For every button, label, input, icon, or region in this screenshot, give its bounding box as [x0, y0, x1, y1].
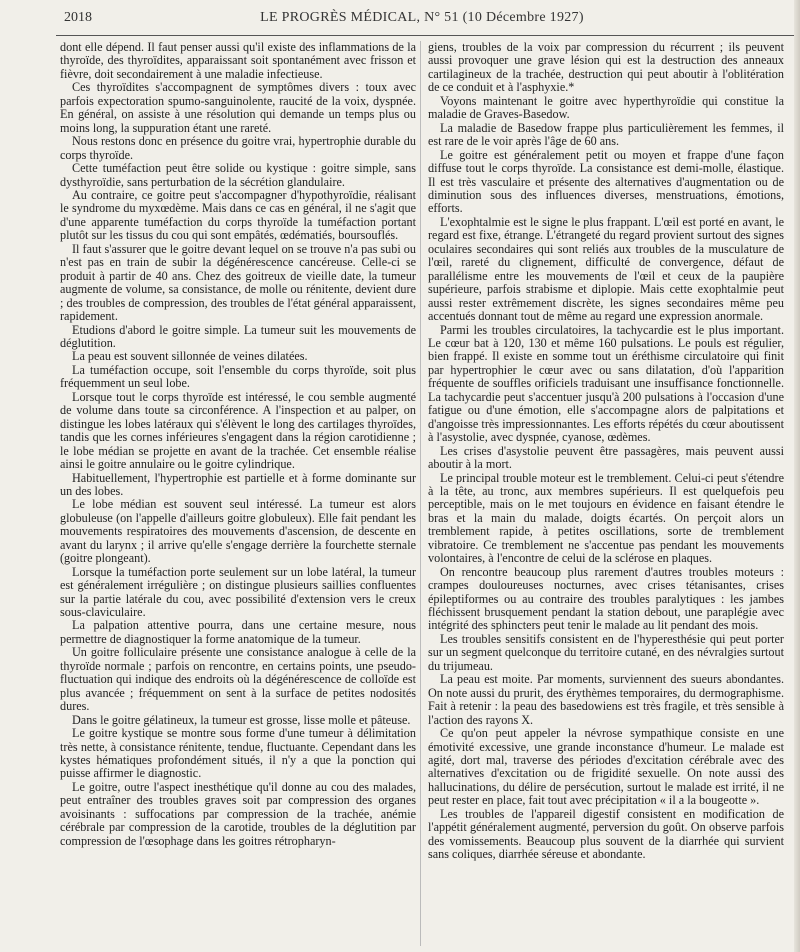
paragraph: Au contraire, ce goitre peut s'accompagner d'hypothyroïdie, réalisant le syndrome du myxœdème. Mais dans ce cas en général, il ne s'agit que d'une apparente tuméfaction du corps thyroïde la tuméfaction portant plutôt sur les tissus du cou qui sont empâtés, œdématiés, boursouflés. — [60, 187, 416, 243]
paragraph: Un goitre folliculaire présente une consistance analogue à celle de la thyroïde normale ; parfois on rencontre, en certains points, une pseudo-fluctuation qui indique des endroits où la dégénérescence de colloïde est plus avancée ; fréquemment on sent à la surface de petites nodosités dures. — [60, 645, 416, 714]
paragraph: Les troubles de l'appareil digestif consistent en modification de l'appétit généralement augmenté, perversion du goût. On observe parfois des vomissements. Beaucoup plus souvent de la diarrhée qui survient sans coliques, diarrhée séreuse et abondante. — [428, 806, 784, 862]
left-column — [60, 41, 416, 946]
paragraph: La peau est souvent sillonnée de veines dilatées. — [72, 349, 308, 364]
paragraph: Le goitre est généralement petit ou moyen et frappe d'une façon diffuse tout le corps thyroïde. La consistance est demi-molle, élastique. Il est très vasculaire et présente des alternatives d'augmentation ou de diminution sous des influences diverses, menstruations, émotions, efforts. — [428, 147, 784, 216]
paragraph: Parmi les troubles circulatoires, la tachycardie est le plus important. Le cœur bat à 120, 130 et même 160 pulsations. Le pouls est régulier, bien frappé. Il existe en somme tout un éréthisme circulatoire qui finit par hypertrophier le cœur avec ou sans dilatation, d'où l'apparition fréquente de souffles orificiels traduisant une insuffisance fonctionnelle. La tachycardie peut s'accentuer jusqu'à 200 pulsations à l'occasion d'une fatigue ou d'une émotion, elle s'accompagne alors de palpitations et d'angoisse très impressionnantes. Les efforts répétés du cœur aboutissent à l'asystolie, avec dyspnée, cyanose, œdèmes. — [428, 322, 784, 445]
paragraph: Lorsque tout le corps thyroïde est intéressé, le cou semble augmenté de volume dans toute sa circonférence. A l'inspection et au palper, on distingue les lobes latéraux qui s'élèvent le long des cartilages thyroïdes, tandis que les cornes inférieures s'engagent dans la région carotidienne ; le lobe médian se projette en avant de la trachée. Cet ensemble réalise ainsi le goitre annulaire ou le goitre cylindrique. — [60, 389, 416, 472]
paragraph: Le goitre, outre l'aspect inesthétique qu'il donne au cou des malades, peut entraîner des troubles graves soit par compression des organes avoisinants : suffocations par compression de la trachée, anémie cérébrale par compression de la carotide, troubles de la déglutition par compression de l'œsophage dans les goitres rétropharyn- — [60, 779, 416, 848]
paragraph: On rencontre beaucoup plus rarement d'autres troubles moteurs : crampes douloureuses nocturnes, avec crises tétanisantes, crises épileptiformes ou au contraire des troubles paralytiques : les jambes fléchissent brusquement pendant la station debout, une paraplégie avec intégrité des sphincters peut tenir le malade au lit pendant des mois. — [428, 564, 784, 633]
paragraph: La palpation attentive pourra, dans une certaine mesure, nous permettre de diagnostiquer la forme anatomique de la tumeur. — [60, 618, 416, 646]
paragraph: dont elle dépend. Il faut penser aussi qu'il existe des inflammations de la thyroïde, des thyroïdites, apparaissant soit spontanément avec frisson et fièvre, doit secondairement à une maladie infectieuse. — [60, 41, 416, 81]
paragraph: Etudions d'abord le goitre simple. La tumeur suit les mouvements de déglutition. — [60, 322, 416, 350]
paragraph: Le lobe médian est souvent seul intéressé. La tumeur est alors globuleuse (on l'appelle d'ailleurs goitre globuleux). Elle fait pendant les mouvements respiratoires des mouvements d'ascension, de descente en avant du larynx ; il arrive qu'elle s'engage derrière la fourchette sternale (goitre plongeant). — [60, 497, 416, 566]
paragraph: La tuméfaction occupe, soit l'ensemble du corps thyroïde, soit plus fréquemment un seul lobe. — [60, 362, 416, 391]
paragraph: Le principal trouble moteur est le tremblement. Celui-ci peut s'étendre à la tête, au tronc, aux membres supérieurs. Il est quelquefois peu perceptible, mais on le met toujours en évidence en faisant étendre le bras et la main du malade, doigts écartés. On perçoit alors un tremblement rapide, à petites oscillations, sorte de tremblement vibratoire. Ce tremblement ne s'accentue pas pendant les mouvements volontaires, à l'encontre de celui de la sclérose en plaques. — [428, 470, 784, 566]
running-title: LE PROGRÈS MÉDICAL, N° 51 (10 Décembre 1927) — [260, 10, 584, 25]
header-rule — [56, 35, 796, 36]
paragraph: Lorsque la tuméfaction porte seulement sur un lobe latéral, la tumeur est généralement irrégulière ; on distingue plusieurs saillies confluentes sur la partie latérale du cou, avec possibilité d'extension vers le creux sous-claviculaire. — [60, 564, 416, 620]
paragraph: La maladie de Basedow frappe plus particulièrement les femmes, il est rare de le voir après l'âge de 60 ans. — [428, 120, 784, 149]
page-header — [52, 5, 792, 31]
page-number: 2018 — [64, 10, 92, 25]
page-edge — [794, 0, 800, 952]
right-column — [428, 41, 784, 946]
paragraph: giens, troubles de la voix par compression du récurrent ; ils peuvent aussi provoquer une grave lésion qui est la destruction des anneaux cartilagineux de la trachée, destruction qui peut aboutir à l'oblitération de ce conduit et à l'asphyxie.* — [428, 41, 784, 95]
paragraph: Nous restons donc en présence du goitre vrai, hypertrophie durable du corps thyroïde. — [60, 134, 416, 162]
paragraph: Les crises d'asystolie peuvent être passagères, mais peuvent aussi aboutir à la mort. — [428, 443, 784, 472]
paragraph: Ces thyroïdites s'accompagnent de symptômes divers : toux avec parfois expectoration spumo-sanguinolente, raucité de la voix, dyspnée. En général, on assiste à une résolution qui demande un temps plus ou moins long, la suppuration étant une rareté. — [60, 80, 416, 135]
column-divider — [420, 41, 421, 946]
paragraph: L'exophtalmie est le signe le plus frappant. L'œil est porté en avant, le regard est fixe, étrange. L'étrangeté du regard provient surtout des signes oculaires secondaires qui sont reliés aux troubles de la musculature de l'œil, rareté du clignement, difficulté de convergence, défaut de parallélisme entre les mouvements de l'œil et ceux de la paupière supérieure, parfois strabisme et diplopie. Mais cette exophtalmie peut aussi rester extrêmement discrète, les signes secondaires même peu accentués donnant tout de même au regard une expression anormale. — [428, 214, 784, 324]
paragraph: Ce qu'on peut appeler la névrose sympathique consiste en une émotivité excessive, une grande inconstance d'humeur. Le malade est agité, dort mal, traverse des périodes d'excitation cérébrale avec des alternatives d'excitation ou de frigidité sexuelle. On note aussi des hallucinations, du délire de persécution, surtout le malade est irrité, il ne peut rester en place, fait tout avec précipitation « il a la bougeotte ». — [428, 726, 784, 808]
paragraph: Il faut s'assurer que le goitre devant lequel on se trouve n'a pas subi ou n'est pas en train de subir la dégénérescence cancéreuse. Celle-ci se produit à partir de 40 ans. Chez des goitreux de vieille date, la tumeur augmente de volume, sa consistance, de molle ou rénitente, devient dure ; des troubles de compression, des troubles de l'état général apparaissent, rapidement. — [60, 241, 416, 324]
paragraph: Voyons maintenant le goitre avec hyperthyroïdie qui constitue la maladie de Graves-Basedow. — [428, 93, 784, 122]
paragraph: La peau est moite. Par moments, surviennent des sueurs abondantes. On note aussi du prurit, des érythèmes temporaires, du dermographisme. Fait à retenir : la peau des basedowiens est très fragile, et très sensible à l'action des rayons X. — [428, 672, 784, 727]
paragraph: Dans le goitre gélatineux, la tumeur est grosse, lisse molle et pâteuse. — [72, 712, 411, 727]
paragraph: Habituellement, l'hypertrophie est partielle et à forme dominante sur un des lobes. — [60, 470, 416, 498]
paragraph: Cette tuméfaction peut être solide ou kystique : goitre simple, sans dysthyroïdie, sans perturbation de la sécrétion glandulaire. — [60, 161, 416, 189]
paragraph: Les troubles sensitifs consistent en de l'hyperesthésie qui peut porter sur un segment quelconque du territoire cutané, en des névralgies surtout du trijumeau. — [428, 631, 784, 673]
paragraph: Le goitre kystique se montre sous forme d'une tumeur à délimitation très nette, à consistance rénitente, tendue, fluctuante. Cependant dans les kystes hématiques profondément situés, il n'y a que la ponction qui puisse affirmer le diagnostic. — [60, 726, 416, 781]
